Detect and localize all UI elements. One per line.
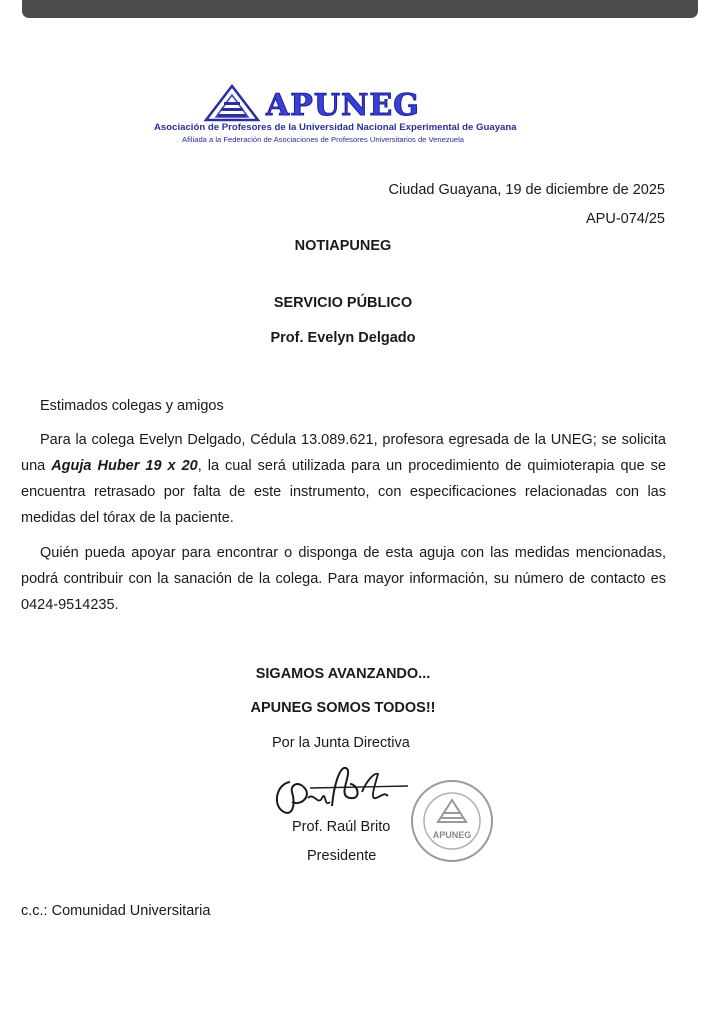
- handwritten-signature: [270, 762, 410, 826]
- carbon-copy: c.c.: Comunidad Universitaria: [21, 903, 211, 919]
- seal-label: APUNEG: [432, 830, 472, 840]
- logo-association-name: Asociación de Profesores de la Universidad Nacional Experimental de Guayana: [154, 122, 517, 133]
- paragraph-contact: Quién pueda apoyar para encontrar o disponga de esta aguja con las medidas mencionadas, podrá contribuir con la sanación de la colega. Para mayor información, su número de contacto es 0424-9514235.: [21, 545, 666, 613]
- paragraph-request-start: Para la colega Evelyn Delgado, Cédula 13.089.621, profesora egresada de la UNEG; se solicita una: [21, 432, 666, 474]
- subject-title: SERVICIO PÚBLICO: [273, 295, 413, 311]
- top-status-bar: [22, 0, 698, 18]
- on-behalf-text: Por la Junta Directiva: [272, 735, 410, 751]
- motto-line-1: SIGAMOS AVANZANDO...: [255, 666, 431, 682]
- bulletin-title: NOTIAPUNEG: [294, 238, 392, 254]
- paragraph-request: [21, 427, 666, 531]
- person-title: Prof. Evelyn Delgado: [270, 330, 416, 346]
- greeting: Estimados colegas y amigos: [40, 398, 224, 414]
- signer-name: Prof. Raúl Brito: [292, 819, 391, 835]
- paragraph-request-end: , la cual será utilizada para un procedimiento de quimioterapia que se encuentra retrasado por falta de este instrumento, con especificaciones relacionadas con las medidas del tórax de la paciente.: [21, 458, 666, 526]
- reference-number: APU-074/25: [586, 211, 665, 227]
- needle-emphasis: Aguja Huber 19 x 20: [51, 458, 198, 474]
- logo-brand-name: APUNEG: [266, 88, 420, 123]
- signer-role: Presidente: [307, 848, 377, 864]
- motto-line-2: APUNEG SOMOS TODOS!!: [250, 700, 436, 716]
- place-date: Ciudad Guayana, 19 de diciembre de 2025: [388, 182, 665, 198]
- apuneg-triangle-emblem: [202, 84, 262, 122]
- logo-affiliation: Afiliada a la Federación de Asociaciones de Profesores Universitarios de Venezuela: [182, 135, 464, 144]
- apuneg-letterhead-logo: [150, 80, 550, 150]
- apuneg-seal-stamp: [408, 778, 496, 864]
